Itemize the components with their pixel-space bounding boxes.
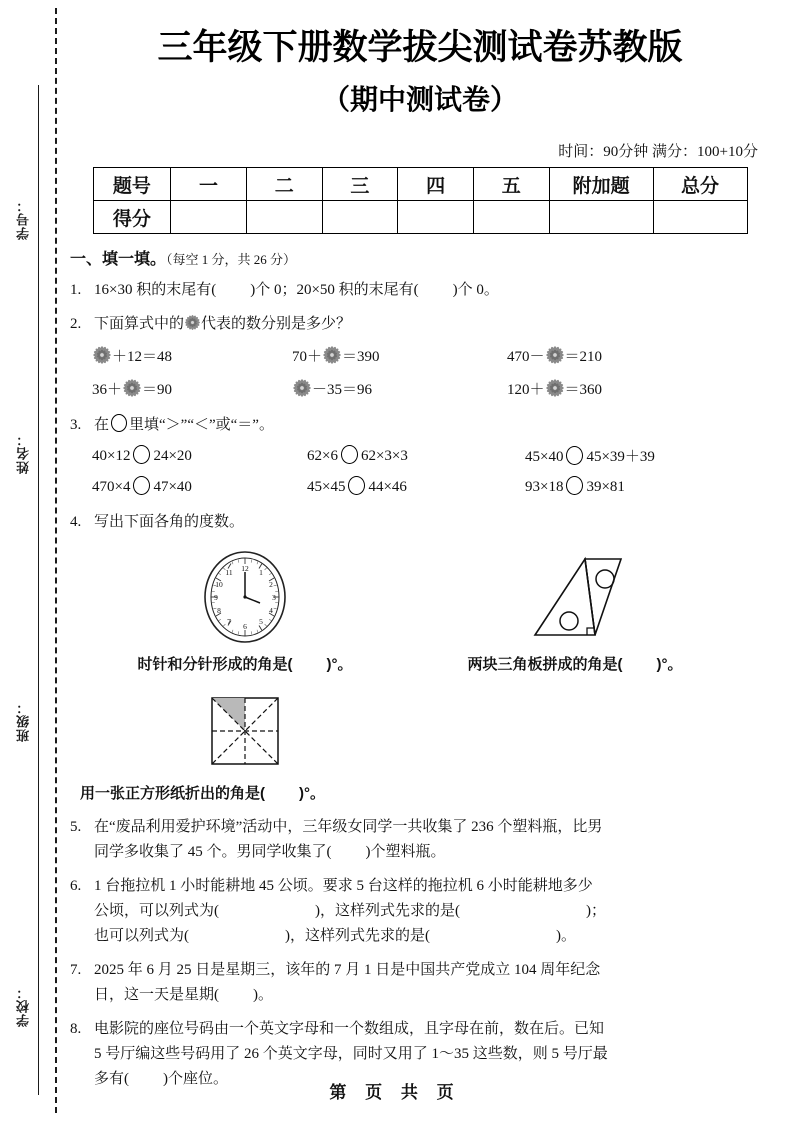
question-2-prompt-a: 下面算式中的 [94,316,185,332]
equation-2 [292,345,507,366]
question-5-line-2 [94,840,770,865]
question-6-line-2-b: )，这样列式先求的是( [315,903,460,919]
exam-page [70,0,770,1121]
comparison-circle[interactable] [133,476,150,495]
score-header-4: 四 [398,168,474,201]
question-5-body [94,815,770,865]
score-cell-4[interactable] [398,201,474,234]
score-cell-5[interactable] [473,201,549,234]
question-7-number: 7. [70,962,82,978]
folded-square-figure-holder [80,688,410,774]
square-caption-a: 用一张正方形纸折出的角是( [80,785,265,802]
comparison-5-right: 44×46 [368,479,407,495]
question-4-figure-row-2 [80,688,410,803]
question-4-prompt: 写出下面各角的度数。 [94,514,245,530]
question-7-line-2-b: )。 [253,987,273,1003]
comparison-3-left: 45×40 [525,449,564,465]
comparison-circle[interactable] [133,445,150,464]
question-5-line-1: 在“废品利用爱护环境”活动中，三年级女同学一共收集了 236 个塑料瓶，比男 [94,819,603,835]
question-6-body [94,874,770,949]
score-table [93,167,748,234]
question-8-line-1: 电影院的座位号码由一个英文字母和一个数组成，且字母在前，数在后。已知 [94,1021,605,1037]
question-3-prompt-b: 里填“＞”“＜”或“＝”。 [129,417,274,433]
equation-5-text: －35＝96 [312,382,373,398]
score-cell-total[interactable] [653,201,747,234]
question-1 [70,278,770,303]
score-row-label: 得分 [93,201,171,234]
question-6 [70,874,770,949]
equation-6 [507,378,770,399]
comparison-circle[interactable] [566,446,583,465]
square-caption-b: )°。 [299,785,325,802]
score-cell-1[interactable] [171,201,247,234]
margin-label-student-name: 姓名： [16,432,31,474]
question-2 [70,312,770,337]
question-1-body [94,278,770,303]
triangles-figure-caption [410,653,740,674]
question-6-line-1: 1 台拖拉机 1 小时能耕地 45 公顷。要求 5 台这样的拖拉机 6 小时能耕地多少 [94,878,593,894]
question-5 [70,815,770,865]
equation-6-text: ＝360 [564,382,603,398]
question-3-prompt-a: 在 [94,417,110,433]
table-row-header [93,168,747,201]
question-7-line-1: 2025 年 6 月 25 日是星期三，该年的 7 月 1 日是中国共产党成立 104 周年纪念 [94,962,601,978]
score-table-container [70,167,770,234]
question-3-comparisons [92,445,770,496]
clock-figure-holder [80,545,410,645]
question-6-line-3-c: )。 [556,928,576,944]
question-1-text-a: 16×30 积的末尾有( [94,282,217,298]
question-7 [70,958,770,1008]
margin-label-class: 班级： [16,700,31,742]
section-heading-one [70,246,770,269]
equation-6-left: 120＋ [507,382,545,398]
comparison-6-left: 93×18 [525,479,564,495]
question-6-line-2-a: 公顷，可以列式为( [94,903,219,919]
clock-caption-b: )°。 [326,656,353,673]
comparison-5-left: 45×45 [307,479,346,495]
comparison-1 [92,445,307,466]
exam-meta-info: 时间：90分钟 满分：100+10分 [558,144,758,160]
svg-text:8: 8 [217,606,221,615]
svg-text:9: 9 [214,593,218,602]
question-7-line-2 [94,983,770,1008]
question-4-number: 4. [70,514,82,530]
question-7-body [94,958,770,1008]
comparison-1-left: 40×12 [92,448,131,464]
score-header-total: 总分 [653,168,747,201]
svg-text:2: 2 [269,580,273,589]
score-header-1: 一 [171,168,247,201]
svg-text:1: 1 [259,568,263,577]
folded-square-figure-caption [80,782,410,803]
score-cell-extra[interactable] [549,201,653,234]
section-heading-note: （每空 1 分，共 26 分） [166,252,297,267]
margin-label-student-id: 学号： [16,198,31,240]
svg-text:5: 5 [259,617,263,626]
comparison-1-right: 24×20 [153,448,192,464]
equation-1-text: ＋12＝48 [112,349,173,365]
comparison-4-right: 47×40 [153,479,192,495]
section-heading-text: 一、填一填。 [70,251,167,268]
question-3-body [94,413,770,438]
equation-4-left: 36＋ [92,382,123,398]
question-6-line-2-c: )； [586,903,606,919]
question-5-number: 5. [70,819,82,835]
question-6-line-3 [94,924,770,949]
score-header-5: 五 [473,168,549,201]
flower-icon [122,378,142,398]
triangles-caption-b: )°。 [656,656,683,673]
question-2-number: 2. [70,316,82,332]
svg-text:4: 4 [269,606,273,615]
flower-icon [292,378,312,398]
question-8-line-3-b: )个座位。 [163,1071,228,1087]
equation-3-text: ＝210 [564,349,603,365]
margin-label-school: 学校： [16,985,31,1027]
two-triangles-figure-holder [410,545,740,645]
triangles-caption-a: 两块三角板拼成的角是( [467,656,623,673]
comparison-4-left: 470×4 [92,479,131,495]
question-1-text-b: )个 0；20×50 积的末尾有( [250,282,419,298]
page-subtitle: （期中测试卷） [321,84,518,115]
comparison-6 [525,476,770,496]
two-triangles-icon [521,549,629,645]
comparison-5 [307,476,525,496]
svg-text:10: 10 [215,580,223,589]
equation-3-left: 470－ [507,349,545,365]
comparison-circle[interactable] [348,476,365,495]
clock-figure-caption [80,653,410,674]
question-6-number: 6. [70,878,82,894]
question-6-line-3-b: )，这样列式先求的是( [285,928,430,944]
flower-icon [322,345,342,365]
comparison-3-right: 45×39＋39 [586,449,655,465]
question-5-line-2-a: 同学多收集了 45 个。男同学收集了( [94,844,332,860]
question-5-line-2-b: )个塑料瓶。 [365,844,446,860]
folded-square-icon [204,692,286,774]
score-cell-2[interactable] [246,201,322,234]
score-header-2: 二 [246,168,322,201]
question-3 [70,413,770,438]
equation-1 [92,345,292,366]
flower-icon [92,345,112,365]
comparison-circle[interactable] [566,476,583,495]
equation-3 [507,345,770,366]
comparison-3 [525,445,770,466]
question-1-text-c: )个 0。 [452,282,499,298]
question-1-number: 1. [70,282,82,298]
flower-icon [184,314,201,331]
svg-text:11: 11 [225,568,233,577]
question-2-equations [92,345,770,399]
flower-icon [545,378,565,398]
question-8-number: 8. [70,1021,82,1037]
question-2-prompt-b: 代表的数分别是多少？ [201,316,352,332]
comparison-circle[interactable] [341,445,358,464]
comparison-2-left: 62×6 [307,448,338,464]
comparison-4 [92,476,307,496]
table-row-score [93,201,747,234]
score-header-label: 题号 [93,168,171,201]
question-4 [70,510,770,535]
question-3-number: 3. [70,417,82,433]
question-4-figure-row-1 [80,545,770,674]
question-8-line-3-a: 多有( [94,1071,129,1087]
equation-2-left: 70＋ [292,349,323,365]
score-header-3: 三 [322,168,398,201]
question-8-line-2: 5 号厅编这些号码用了 26 个英文字母，同时又用了 1～35 这些数，则 5 号厅最 [94,1046,608,1062]
score-cell-3[interactable] [322,201,398,234]
question-6-line-2 [94,899,770,924]
page-footer: 第 页 共 页 [329,1083,461,1102]
question-2-body [94,312,770,337]
margin-dashed-fold-line [55,8,57,1113]
clock-icon [199,549,291,645]
comparison-2 [307,445,525,466]
equation-4 [92,378,292,399]
page-title: 三年级下册数学拔尖测试卷苏教版 [157,28,683,67]
figure-column-clock [80,545,410,674]
question-7-line-2-a: 日，这一天是星期( [94,987,219,1003]
clock-caption-a: 时针和分针形成的角是( [137,656,293,673]
svg-text:7: 7 [227,617,231,626]
svg-text:12: 12 [241,564,249,573]
equation-2-text: ＝390 [342,349,380,365]
circle-blank [111,414,127,432]
svg-text:3: 3 [272,593,276,602]
equation-4-text: ＝90 [142,382,173,398]
equation-5 [292,378,507,399]
score-header-extra: 附加题 [549,168,653,201]
flower-icon [545,345,565,365]
figure-column-triangles [410,545,740,674]
comparison-2-right: 62×3×3 [360,448,408,464]
svg-text:6: 6 [243,622,247,631]
question-6-line-3-a: 也可以列式为( [94,928,189,944]
comparison-6-right: 39×81 [586,479,625,495]
